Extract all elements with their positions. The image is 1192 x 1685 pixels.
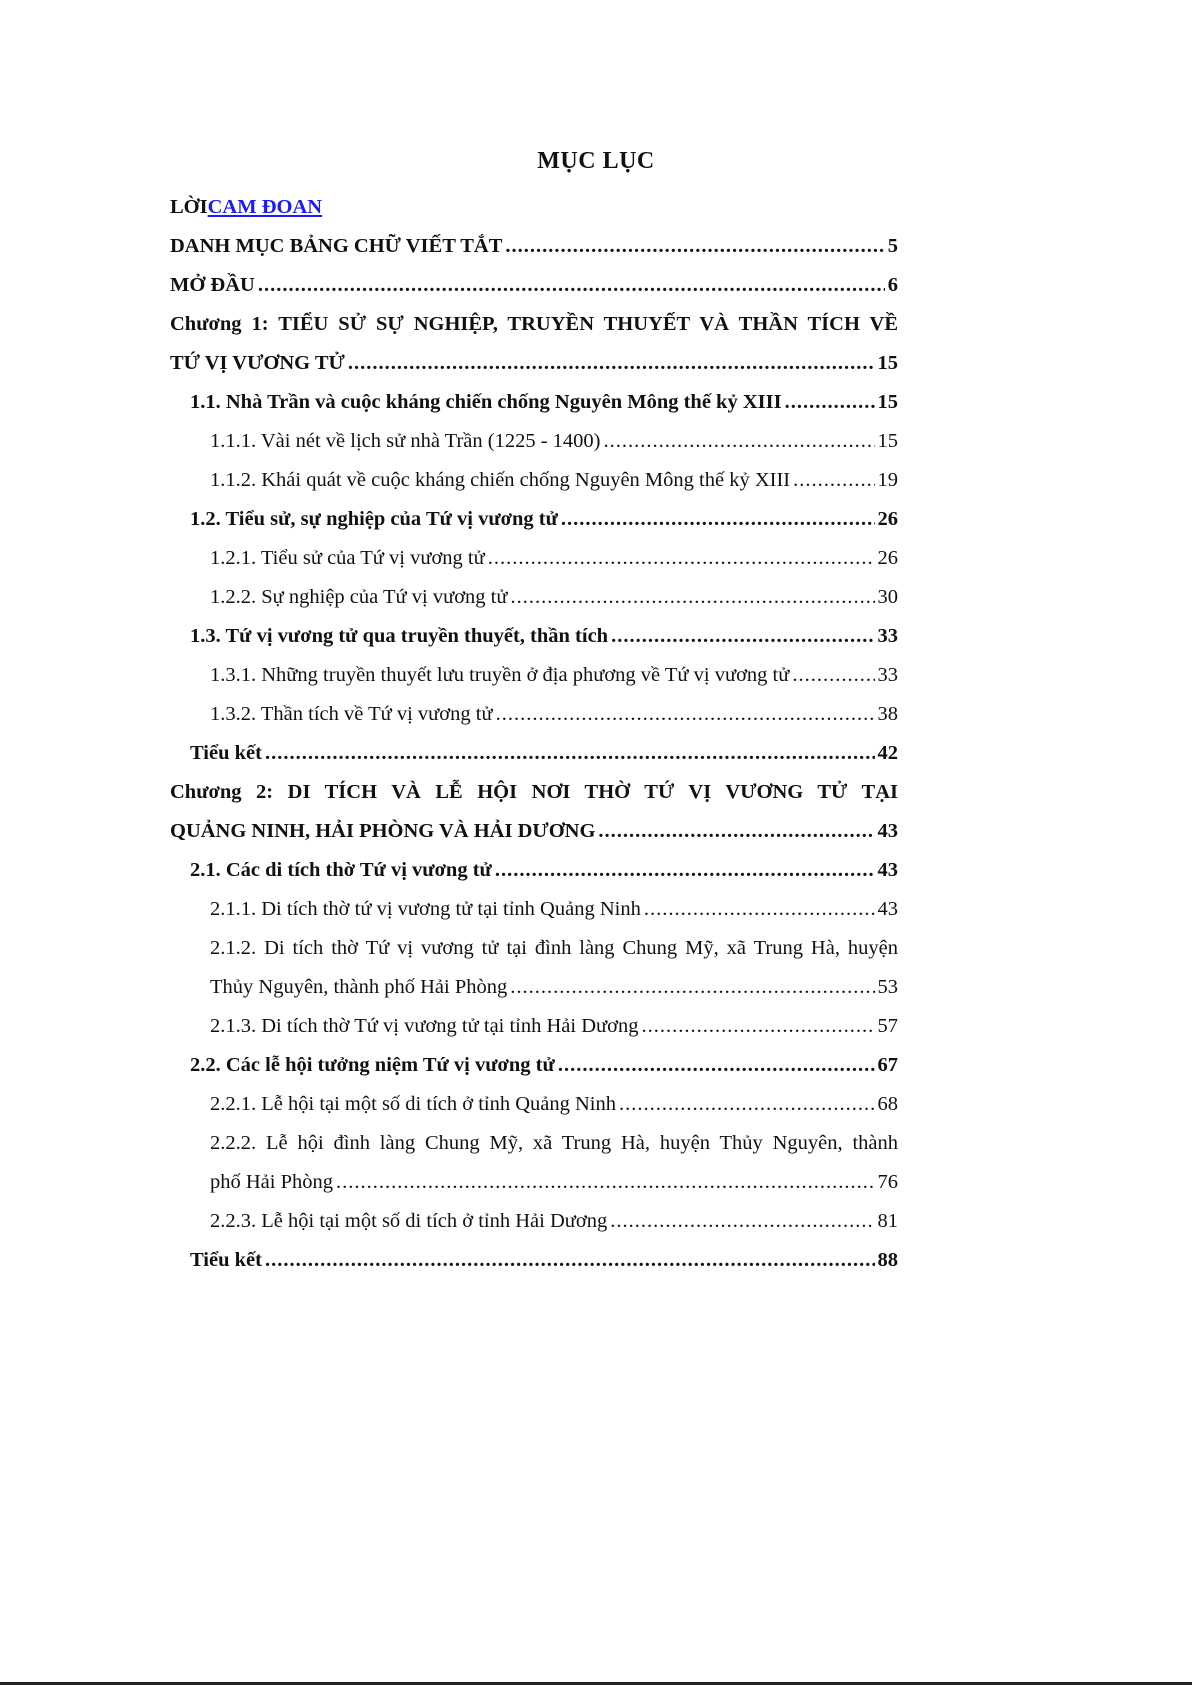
toc-page-number: 53 xyxy=(877,976,898,998)
toc-entry[interactable] xyxy=(170,1085,898,1124)
toc-entry-text: 2.1. Các di tích thờ Tứ vị vương tử xyxy=(190,859,492,881)
dot-leader xyxy=(348,344,875,383)
toc-page-number: 88 xyxy=(877,1249,898,1271)
toc-page-number: 68 xyxy=(877,1093,898,1115)
toc-entry-text: 2.2.3. Lễ hội tại một số di tích ở tỉnh Hải Dương xyxy=(210,1210,608,1232)
dot-leader xyxy=(510,968,874,1007)
toc-page-number: 43 xyxy=(877,859,898,881)
toc-page-number: 15 xyxy=(877,430,898,452)
toc-entry-text: 1.1. Nhà Trần và cuộc kháng chiến chống Nguyên Mông thế kỷ XIII xyxy=(190,391,782,413)
toc-entry[interactable] xyxy=(170,500,898,539)
toc-entry[interactable] xyxy=(170,539,898,578)
dot-leader xyxy=(495,851,875,890)
dot-leader xyxy=(496,695,875,734)
toc-page-number: 81 xyxy=(877,1210,898,1232)
toc-page-number: 33 xyxy=(877,625,898,647)
toc-page-number: 26 xyxy=(877,508,898,530)
toc-entry[interactable] xyxy=(170,1046,898,1085)
dot-leader xyxy=(510,578,874,617)
dot-leader xyxy=(598,812,874,851)
toc-entry[interactable] xyxy=(170,617,898,656)
toc-entry[interactable] xyxy=(170,383,898,422)
toc-entry-loi-cam-doan xyxy=(170,188,898,227)
toc-page-number: 15 xyxy=(877,391,898,413)
toc-page-number: 5 xyxy=(887,235,898,257)
toc-entry-text: 1.3. Tứ vị vương tử qua truyền thuyết, thần tích xyxy=(190,625,609,647)
toc-entry-line[interactable]: Chương 1: TIỂU SỬ SỰ NGHIỆP, TRUYỀN THUYẾT VÀ THẦN TÍCH VỀ xyxy=(170,313,898,335)
toc-entry-text: 1.3.2. Thần tích về Tứ vị vương tử xyxy=(210,703,493,725)
dot-leader xyxy=(258,266,885,305)
toc-entry[interactable] xyxy=(170,656,898,695)
toc-page-number: 43 xyxy=(877,898,898,920)
dot-leader xyxy=(561,500,875,539)
toc-entry[interactable] xyxy=(170,422,898,461)
toc-entry-text: 1.1.2. Khái quát về cuộc kháng chiến chống Nguyên Mông thế kỷ XIII xyxy=(210,469,791,491)
dot-leader xyxy=(792,656,874,695)
dot-leader xyxy=(604,422,875,461)
toc-entry[interactable] xyxy=(170,812,898,851)
toc-entry[interactable] xyxy=(170,1202,898,1241)
toc-entry-text: 1.3.1. Những truyền thuyết lưu truyền ở địa phương về Tứ vị vương tử xyxy=(210,664,790,686)
toc-entry-text: Thủy Nguyên, thành phố Hải Phòng xyxy=(210,976,508,998)
dot-leader xyxy=(265,734,875,773)
toc-entry[interactable] xyxy=(170,1241,898,1280)
dot-leader xyxy=(644,890,875,929)
toc-page-number: 19 xyxy=(877,469,898,491)
toc-page-number: 33 xyxy=(877,664,898,686)
toc-page-number: 26 xyxy=(877,547,898,569)
toc-entry-text: 2.2. Các lễ hội tưởng niệm Tứ vị vương tử xyxy=(190,1054,555,1076)
toc-page-number: 42 xyxy=(877,742,898,764)
toc-entry-text: phố Hải Phòng xyxy=(210,1171,333,1193)
dot-leader xyxy=(785,383,875,422)
toc-entry[interactable] xyxy=(170,1007,898,1046)
dot-leader xyxy=(619,1085,875,1124)
toc-page-number: 30 xyxy=(877,586,898,608)
dot-leader xyxy=(793,461,874,500)
toc-entry-prefix: LỜI xyxy=(170,196,208,218)
toc-entry[interactable] xyxy=(170,968,898,1007)
toc-entry[interactable] xyxy=(170,578,898,617)
toc-entry-text: 2.2.1. Lễ hội tại một số di tích ở tỉnh Quảng Ninh xyxy=(210,1093,616,1115)
toc-entry[interactable] xyxy=(170,734,898,773)
table-of-contents xyxy=(170,188,898,1280)
toc-entry[interactable] xyxy=(170,851,898,890)
toc-entry-text: Tiểu kết xyxy=(190,742,262,764)
toc-entry-text: Tiểu kết xyxy=(190,1249,262,1271)
toc-page-number: 43 xyxy=(877,820,898,842)
toc-entry-text: 1.2.1. Tiểu sử của Tứ vị vương tử xyxy=(210,547,485,569)
toc-page-number: 76 xyxy=(877,1171,898,1193)
dot-leader xyxy=(265,1241,875,1280)
cam-doan-link[interactable]: CAM ĐOAN xyxy=(207,196,323,218)
page-title: MỤC LỤC xyxy=(537,148,655,174)
dot-leader xyxy=(611,617,874,656)
dot-leader xyxy=(505,227,884,266)
toc-page-number: 38 xyxy=(877,703,898,725)
dot-leader xyxy=(488,539,875,578)
dot-leader xyxy=(558,1046,875,1085)
toc-entry-text: DANH MỤC BẢNG CHỮ VIẾT TẮT xyxy=(170,235,503,257)
toc-entry-text: QUẢNG NINH, HẢI PHÒNG VÀ HẢI DƯƠNG xyxy=(170,820,596,842)
toc-entry[interactable] xyxy=(170,890,898,929)
toc-entry-line[interactable]: Chương 2: DI TÍCH VÀ LỄ HỘI NƠI THỜ TỨ VỊ VƯƠNG TỬ TẠI xyxy=(170,781,898,803)
toc-page-number: 15 xyxy=(877,352,898,374)
toc-entry-line[interactable]: 2.2.2. Lễ hội đình làng Chung Mỹ, xã Trung Hà, huyện Thủy Nguyên, thành xyxy=(210,1132,898,1154)
dot-leader xyxy=(641,1007,874,1046)
toc-entry[interactable] xyxy=(170,461,898,500)
toc-entry-text: 1.2.2. Sự nghiệp của Tứ vị vương tử xyxy=(210,586,508,608)
toc-entry[interactable] xyxy=(170,695,898,734)
toc-entry-text: TỨ VỊ VƯƠNG TỬ xyxy=(170,352,345,374)
toc-entry[interactable] xyxy=(170,344,898,383)
toc-page-number: 57 xyxy=(877,1015,898,1037)
toc-entry-text: 1.1.1. Vài nét về lịch sử nhà Trần (1225 - 1400) xyxy=(210,430,601,452)
toc-entry-text: 2.1.3. Di tích thờ Tứ vị vương tử tại tỉnh Hải Dương xyxy=(210,1015,639,1037)
toc-page-number: 67 xyxy=(877,1054,898,1076)
toc-entry-text: 2.1.1. Di tích thờ tứ vị vương tử tại tỉnh Quảng Ninh xyxy=(210,898,641,920)
dot-leader xyxy=(610,1202,874,1241)
toc-page-number: 6 xyxy=(887,274,898,296)
toc-entry-text: 1.2. Tiểu sử, sự nghiệp của Tứ vị vương tử xyxy=(190,508,558,530)
toc-entry-line[interactable]: 2.1.2. Di tích thờ Tứ vị vương tử tại đình làng Chung Mỹ, xã Trung Hà, huyện xyxy=(210,937,898,959)
toc-entry-text: MỞ ĐẦU xyxy=(170,274,255,296)
dot-leader xyxy=(336,1163,875,1202)
toc-entry[interactable] xyxy=(170,1163,898,1202)
toc-entry[interactable] xyxy=(170,266,898,305)
toc-entry[interactable] xyxy=(170,227,898,266)
